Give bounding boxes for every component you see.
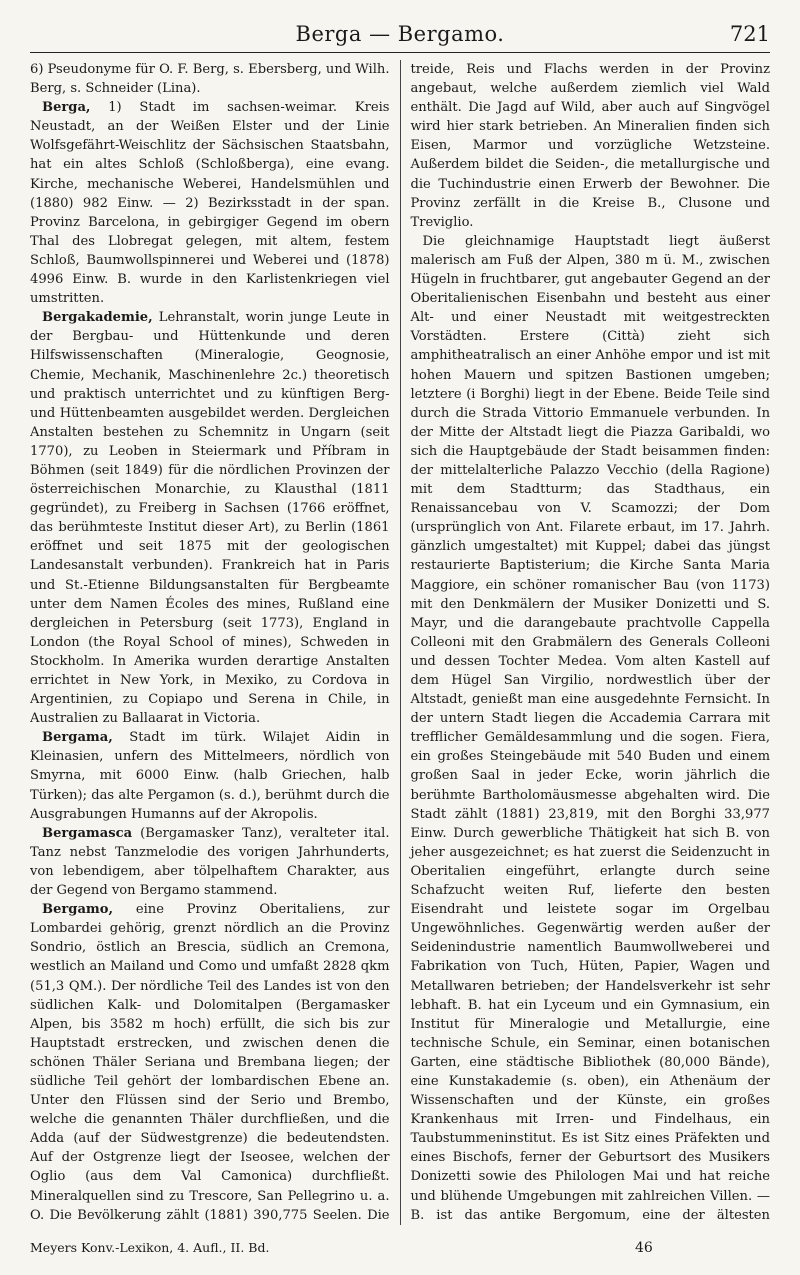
entry-bergakademie (30, 308, 390, 728)
right-column (400, 60, 770, 1225)
headword-bergamo: Bergamo, (42, 902, 114, 918)
text-columns (30, 60, 770, 1225)
entry-berga-pseudonym: 6) Pseudonyme für O. F. Berg, s. Ebersberg, und Wilh. Berg, s. Schneider (Lina). (30, 62, 390, 97)
entry-bergamo-continued: treide, Reis und Flachs werden in der Provinz angebaut, welche außerdem ziemlich viel Wald enthält. Die Jagd auf Wild, aber auch auf Singvögel wird hier stark betrieben. An Mineralien finden sich Eisen, Marmor und vorzügliche Wetzsteine. Außerdem bildet die Seiden-, die metallurgische und die Tuchindustrie einen Erwerb der Bewohner. Die Provinz zerfällt in die Kreise B., Clusone und Treviglio. (410, 62, 770, 230)
signature-mark: 46 (635, 1240, 653, 1256)
entry-bergamo-city: Die gleichnamige Hauptstadt liegt äußerst malerisch am Fuß der Alpen, 380 m ü. M., zwischen Hügeln in fruchtbarer, gut angebauter Gegend an der Oberitalienischen Eisenbahn und besteht aus einer Alt- und einer Neustadt mit weitgestreckten Vorstädten. Erstere (Città) zieht sich amphitheatralisch an einer Anhöhe empor und ist mit hohen Mauern und spitzen Bastionen umgeben; letztere (i Borghi) liegt in der Ebene. Beide Teile sind durch die Strada Vittorio Emmanuele verbunden. In der Mitte der Altstadt liegt die Piazza Garibaldi, wo sich die Hauptgebäude der Stadt beisammen finden: der mittelalterliche Palazzo Vecchio (della Ragione) mit dem Stadtturm; das Stadthaus, ein Renaissancebau von V. Scamozzi; der Dom (ursprünglich von Ant. Filarete erbaut, im 17. Jahrh. gänzlich umgestaltet) mit Kuppel; dabei das jüngst restaurierte Baptisterium; die Kirche Santa Maria Maggiore, ein schöner romanischer Bau (von 1173) mit den Denkmälern der Musiker Donizetti und S. Mayr, und die darangebaute prachtvolle Cappella Colleoni mit den Grabmälern des Generals Colleoni und dessen Tochter Medea. Vom alten Kastell auf dem Hügel San Virgilio, nordwestlich über der Altstadt, genießt man eine ausgedehnte Fernsicht. In der untern Stadt liegen die Accademia Carrara mit trefflicher Gemäldesammlung und die sogen. Fiera, ein großes Steingebäude mit 540 Buden und einem großen Saal in jeder Ecke, worin jährlich die berühmte Bartholomäusmesse abgehalten wird. Die Stadt zählt (1881) 23,819, mit den Borghi 33,977 Einw. Durch gewerbliche Thätigkeit hat sich B. von jeher ausgezeichnet; es hat zuerst die Seidenzucht in Oberitalien eingeführt, erlangte durch seine Schafzucht weiten Ruf, lieferte den besten Eisendraht und leistete sogar im Orgelbau Ungewöhnliches. Gegenwärtig werden außer der Seidenindustrie namentlich Baumwollweberei und Fabrikation von Tuch, Hüten, Papier, Wagen und Metallwaren betrieben; der Handelsverkehr ist sehr lebhaft. B. hat ein Lyceum und ein Gymnasium, ein Institut für Mineralogie und Metallurgie, eine technische Schule, ein Seminar, einen botanischen Garten, eine städtische Bibliothek (80,000 Bände), eine Kunstakademie (s. oben), ein Athenäum der Wissenschaften und der Künste, ein großes Krankenhaus mit Irren- und Findelhaus, ein Taubstummeninstitut. Es ist Sitz eines Präfekten und eines Bischofs, ferner der Geburtsort des Musikers Donizetti sowie des Philologen Mai und hat reiche und blühende Umgebungen mit zahlreichen Villen. — B. ist das antike Bergomum, eine der ältesten (410, 233, 770, 1223)
entry-berga-text: 1) Stadt im sachsen-weimar. Kreis Neustadt, an der Weißen Elster und der Linie Wolfsgefährt-Weischlitz der Sächsischen Staatsbahn, hat ein altes Schloß (Schloßberga), eine evang. Kirche, mechanische Weberei, Handelsmühlen und (1880) 982 Einw. — 2) Bezirksstadt in der span. Provinz Barcelona, in gebirgiger Gegend im obern Thal des Llobregat gelegen, mit altem, festem Schloß, Baumwollspinnerei und Weberei und (1878) 4996 Einw. B. wurde in den Karlistenkriegen viel umstritten. (30, 100, 390, 307)
page-number: 721 (729, 22, 770, 46)
publication-imprint: Meyers Konv.-Lexikon, 4. Aufl., II. Bd. (30, 1240, 270, 1255)
entry-bergamasca (30, 824, 390, 900)
entry-berga (30, 98, 390, 308)
entry-bergamo (30, 900, 390, 1225)
page-header (30, 22, 770, 53)
entry-bergama (30, 728, 390, 823)
entry-bergamo-text: eine Provinz Oberitaliens, zur Lombardei gehörig, grenzt nördlich an die Provinz Sondrio, östlich an Brescia, südlich an Cremona, westlich an Mailand und Como und umfaßt 2828 qkm (51,3 QM.). Der nördliche Teil des Landes ist von den südlichen Kalk- und Dolomitalpen (Bergamasker Alpen, bis 3582 m hoch) erfüllt, die sich bis zur Hauptstadt erstrecken, und zwischen denen die schönen Thäler Seriana und Brembana liegen; der südliche Teil gehört der lombardischen Ebene an. Unter den Flüssen sind der Serio und Brembo, welche die genannten Thäler durchfließen, und die Adda (auf der Südwestgrenze) die bedeutendsten. Auf der Ostgrenze liegt der Iseosee, welchen der Oglio (aus dem Val Camonica) durchfließt. Mineralquellen sind zu Trescore, San Pellegrino u. a. O. Die Bevölkerung zählt (1881) 390,775 Seelen. Die (30, 902, 390, 1223)
entry-bergamasca-text: (Bergamasker Tanz), veralteter ital. Tanz nebst Tanzmelodie des vorigen Jahrhunderts, von lebendigem, aber tölpelhaftem Charakter, aus der Gegend von Bergamo stammend. (30, 825, 390, 899)
headword-bergama: Bergama, (42, 730, 113, 746)
left-column (30, 60, 400, 1225)
headword-bergakademie: Bergakademie, (42, 310, 153, 326)
entry-bergama-text: Stadt im türk. Wilajet Aidin in Kleinasien, unfern des Mittelmeers, nördlich von Smyrna, mit 6000 Einw. (halb Griechen, halb Türken); das alte Pergamon (s. d.), berühmt durch die Ausgrabungen Humanns auf der Akropolis. (30, 730, 390, 822)
headword-berga: Berga, (42, 100, 91, 116)
headword-bergamasca: Bergamasca (42, 825, 133, 841)
page-footer (30, 1240, 770, 1262)
entry-bergakademie-text: Lehranstalt, worin junge Leute in der Bergbau- und Hüttenkunde und deren Hilfswissenschaften (Mineralogie, Geognosie, Chemie, Mechanik, Maschinenlehre 2c.) theoretisch und praktisch unterrichtet und zu künftigen Berg- und Hüttenbeamten ausgebildet werden. Dergleichen Anstalten bestehen zu Schemnitz in Ungarn (seit 1770), zu Leoben in Steiermark und Příbram in Böhmen (seit 1849) für die nördlichen Provinzen der österreichischen Monarchie, zu Klausthal (1811 gegründet), zu Freiberg in Sachsen (1766 eröffnet, das berühmteste Institut dieser Art), zu Berlin (1861 eröffnet und seit 1875 mit der geologischen Landesanstalt verbunden). Frankreich hat in Paris und St.-Etienne Bildungsanstalten für Bergbeamte unter dem Namen Écoles des mines, Rußland eine dergleichen in Petersburg (seit 1773), England in London (the Royal School of mines), Schweden in Stockholm. In Amerika wurden derartige Anstalten errichtet in New York, in Mexiko, zu Cordova in Argentinien, zu Copiapo und Serena in Chile, in Australien zu Ballaarat in Victoria. (30, 310, 390, 727)
running-title: Berga — Bergamo. (295, 22, 505, 46)
